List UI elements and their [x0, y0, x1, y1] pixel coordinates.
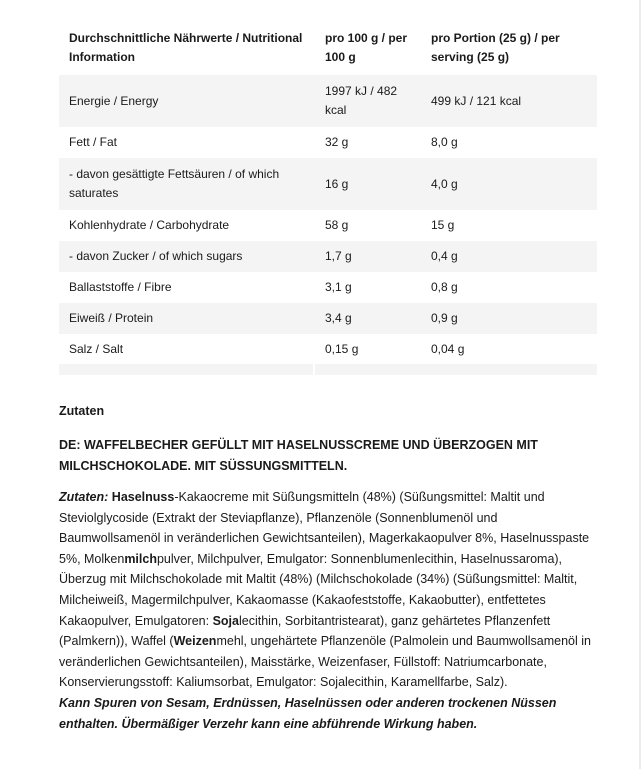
- row-per-portion: 15 g: [431, 218, 455, 232]
- row-per-100g: 1997 kJ / 482 kcal: [325, 84, 398, 117]
- table-row: [59, 127, 597, 158]
- allergen-milk: milch: [124, 551, 157, 566]
- row-per-100g: 16 g: [325, 176, 349, 191]
- table-empty-row: [59, 364, 597, 375]
- ingredients-text-4: mehl, ungehärtete Pflanzenöle (Palmolein und Baumwollsamenöl in veränderlichen Gewichtsanteilen), Maisstärke, Weizenfaser, Füllstoff: Natriumcarbonate, Konservierungsstoff: Kaliumsorbat, Emulgator: Sojalecithin, Karamellfarbe, Salz).: [59, 634, 591, 690]
- ingredients-text-1: -Kakaocreme mit Süßungsmitteln (48%) (Süßungsmittel: Maltit und Steviolglycoside (Extrakt der Steviapflanze), Pflanzenöle (Sonnenblumenöl und Baumwollsamenöl in veränderlichen Gewichtsanteilen), Magerkakaopulver 8%, Haselnusspaste 5%, Molken: [59, 490, 590, 566]
- row-per-portion: 4,0 g: [431, 176, 458, 191]
- row-per-portion: 0,8 g: [431, 280, 458, 294]
- product-description: DE: WAFFELBECHER GEFÜLLT MIT HASELNUSSCREME UND ÜBERZOGEN MIT MILCHSCHOKOLADE. MIT SÜSSUNGSMITTELN.: [59, 438, 538, 473]
- row-per-portion: 8,0 g: [431, 135, 458, 149]
- ingredients-text: [59, 487, 599, 734]
- cell-separator: [313, 364, 315, 375]
- row-per-portion: 499 kJ / 121 kcal: [431, 93, 522, 108]
- row-per-100g: 32 g: [325, 135, 349, 149]
- row-per-100g: 3,4 g: [325, 311, 352, 325]
- row-per-portion: 0,9 g: [431, 311, 458, 325]
- table-row: [59, 75, 597, 127]
- allergen-hazelnut: Haselnuss: [111, 490, 175, 504]
- row-per-100g: 1,7 g: [325, 249, 352, 263]
- table-row: [59, 158, 597, 210]
- allergen-soy: Soja: [212, 613, 239, 628]
- row-per-100g: 0,15 g: [325, 342, 359, 356]
- nutrition-table: [59, 21, 597, 365]
- row-label: Kohlenhydrate / Carbohydrate: [69, 218, 230, 232]
- table-row: [59, 272, 597, 303]
- row-label: Energie / Energy: [69, 93, 159, 108]
- row-label: Eiweiß / Protein: [69, 311, 154, 325]
- table-header-row: [59, 21, 597, 75]
- row-per-100g: 3,1 g: [325, 280, 352, 294]
- table-row: [59, 241, 597, 272]
- row-per-portion: 0,04 g: [431, 342, 465, 356]
- row-label: - davon gesättigte Fettsäuren / of which saturates: [69, 167, 280, 200]
- allergy-warning: Kann Spuren von Sesam, Erdnüssen, Haselnüssen oder anderen trockenen Nüssen enthalten. Übermäßiger Verzehr kann eine abführende Wirkung haben.: [59, 695, 557, 731]
- table-row: [59, 210, 597, 241]
- row-label: Salz / Salt: [69, 342, 124, 356]
- table-row: [59, 303, 597, 334]
- ingredients-text-2: pulver, Milchpulver, Emulgator: Sonnenblumenlecithin, Haselnussaroma), Überzug mit Milchschokolade mit Maltit (48%) (Milchschokolade (34%) (Süßungsmittel: Maltit, Milcheiweiß, Magermilchpulver, Kakaomasse (Kakaofeststoffe, Kakaobutter), entfettetes Kakaopulver, Emulgatoren:: [59, 551, 578, 628]
- row-label: Ballaststoffe / Fibre: [69, 280, 172, 294]
- row-per-portion: 0,4 g: [431, 249, 458, 263]
- row-label: - davon Zucker / of which sugars: [69, 249, 243, 263]
- ingredients-lead: Zutaten:: [59, 490, 109, 504]
- row-label: Fett / Fat: [69, 135, 118, 149]
- section-heading: Zutaten: [59, 404, 105, 418]
- row-per-100g: 58 g: [325, 218, 349, 232]
- header-per-portion: pro Portion (25 g) / per serving (25 g): [431, 31, 560, 64]
- header-label: Durchschnittliche Nährwerte / Nutritional Information: [69, 31, 303, 64]
- header-per-100g: pro 100 g / per 100 g: [325, 31, 408, 64]
- allergen-wheat: Weizen: [173, 634, 217, 649]
- table-row: [59, 334, 597, 365]
- ingredients-text-3: lecithin, Sorbitantristearat), ganz gehärtetes Pflanzenfett (Palmkern)), Waffel (: [59, 613, 551, 649]
